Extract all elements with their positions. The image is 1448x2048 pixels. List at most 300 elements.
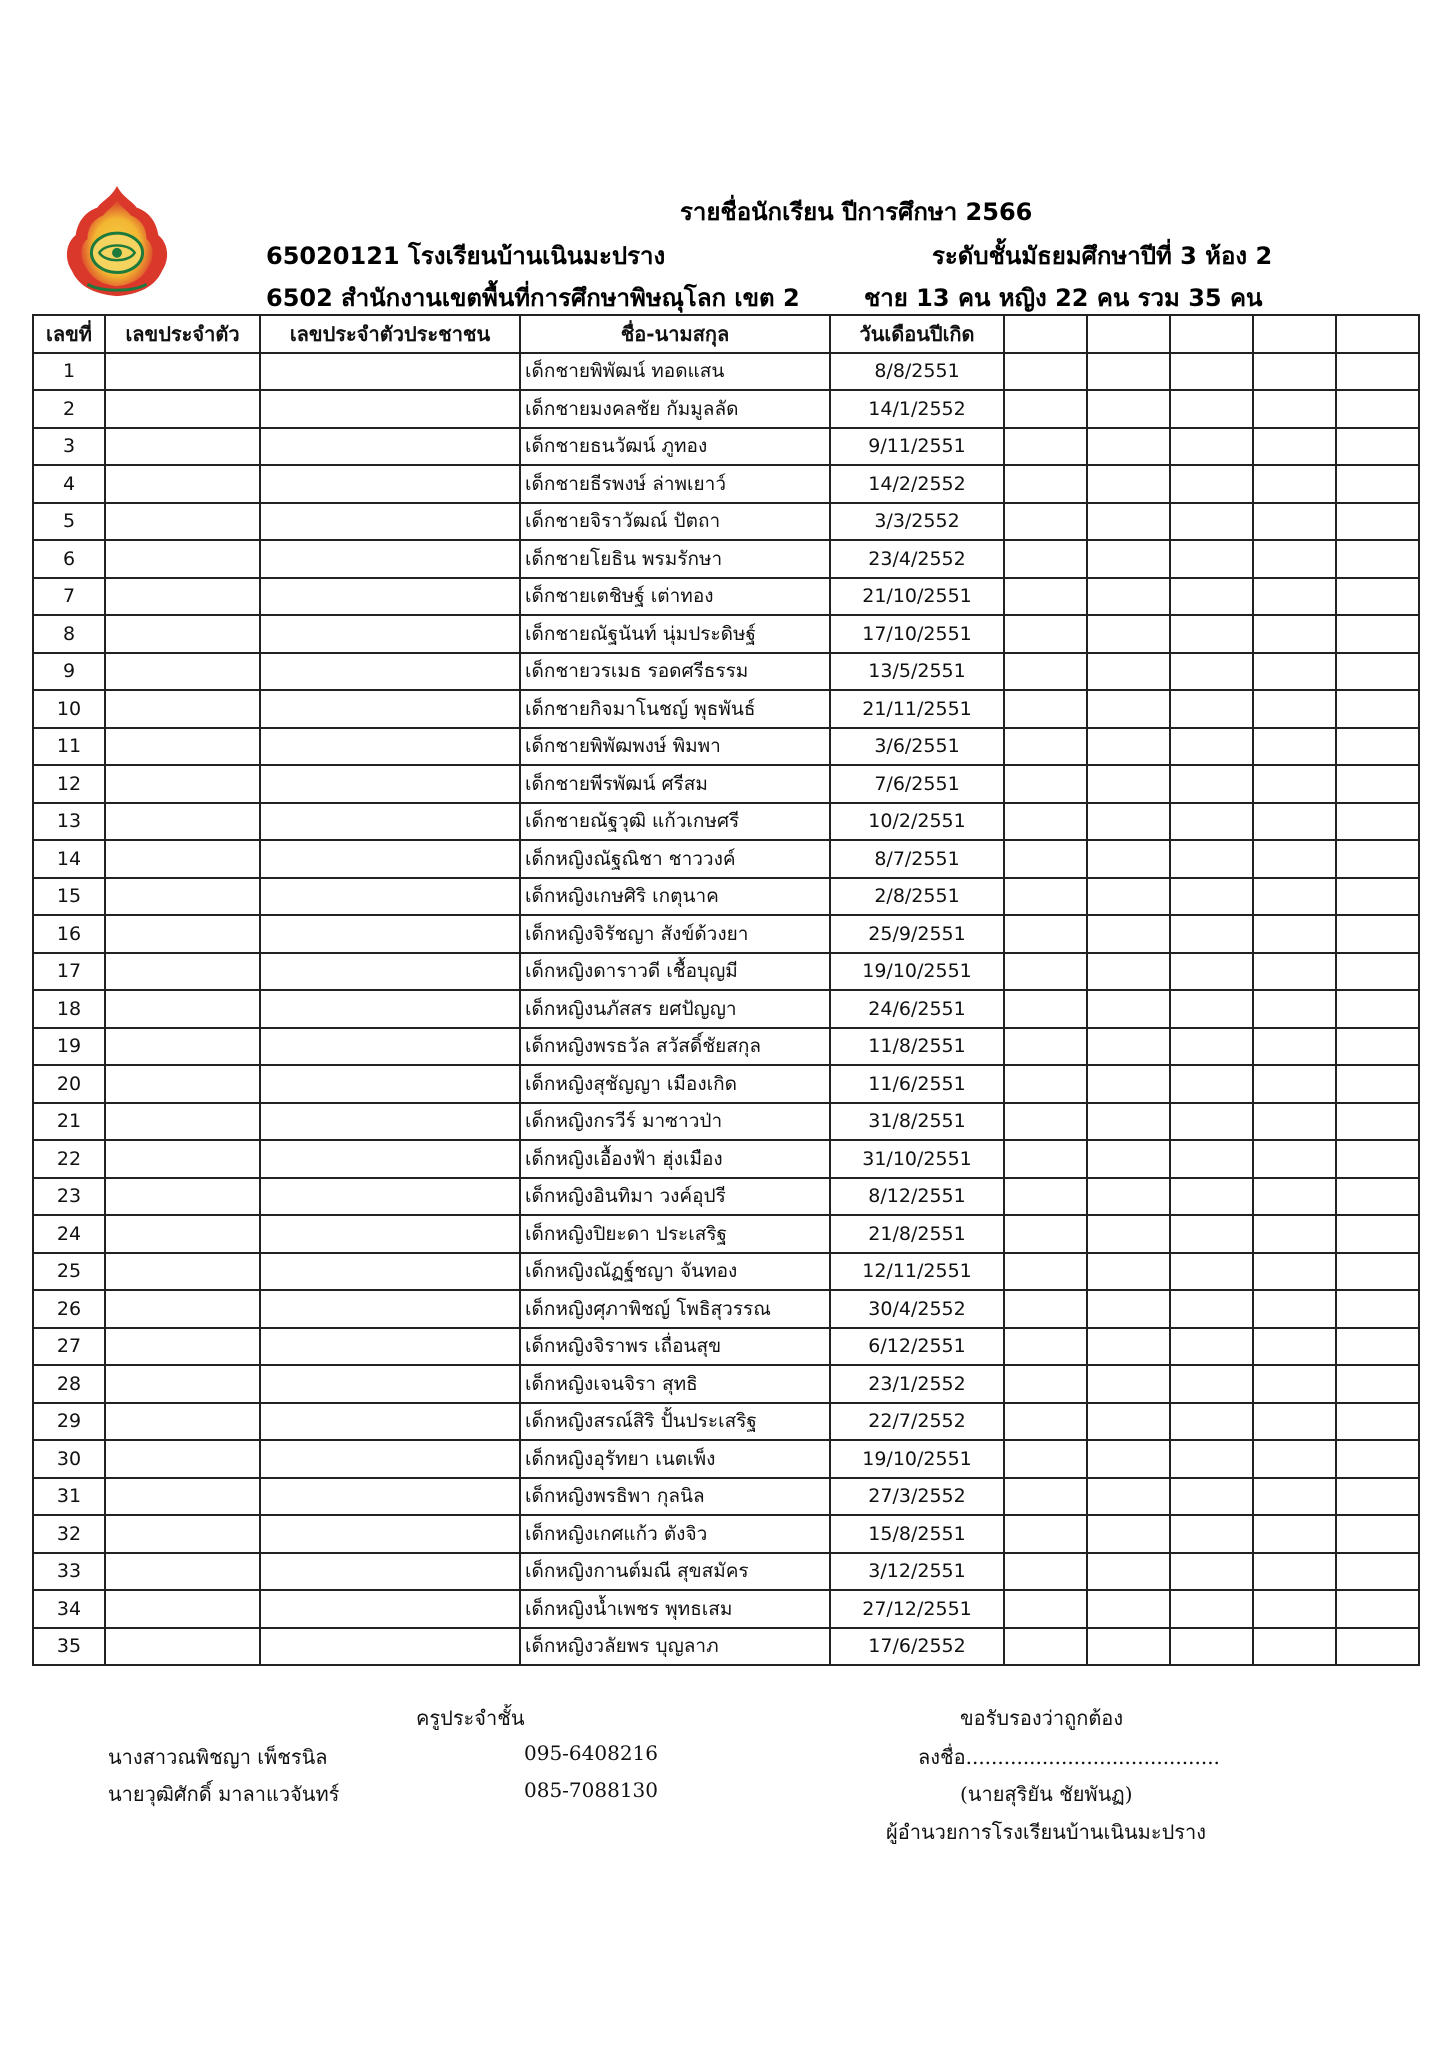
- blank-cell: [1253, 390, 1336, 428]
- blank-cell: [1087, 1365, 1170, 1403]
- blank-cell: [1253, 728, 1336, 766]
- blank-cell: [1004, 1103, 1087, 1141]
- citizen-id-cell: [260, 1028, 520, 1066]
- blank-cell: [1170, 1365, 1253, 1403]
- student-id-cell: [105, 1440, 260, 1478]
- blank-cell: [1087, 1290, 1170, 1328]
- table-row: [33, 690, 1419, 728]
- blank-cell: [1336, 1140, 1419, 1178]
- student-id-cell: [105, 578, 260, 616]
- blank-cell: [1087, 503, 1170, 541]
- birth-date: 31/10/2551: [830, 1140, 1004, 1178]
- blank-cell: [1087, 840, 1170, 878]
- table-row: [33, 1440, 1419, 1478]
- blank-cell: [1087, 1178, 1170, 1216]
- blank-cell: [1170, 1590, 1253, 1628]
- student-id-cell: [105, 540, 260, 578]
- blank-cell: [1004, 803, 1087, 841]
- blank-cell: [1253, 915, 1336, 953]
- column-header-blank: [1087, 315, 1170, 353]
- birth-date: 23/4/2552: [830, 540, 1004, 578]
- birth-date: 2/8/2551: [830, 878, 1004, 916]
- blank-cell: [1087, 390, 1170, 428]
- table-row: [33, 840, 1419, 878]
- row-number: 14: [33, 840, 105, 878]
- blank-cell: [1336, 953, 1419, 991]
- student-name: เด็กชายกิจมาโนชญ์ พุธพันธ์: [520, 690, 830, 728]
- blank-cell: [1170, 1628, 1253, 1666]
- blank-cell: [1253, 1140, 1336, 1178]
- student-name: เด็กหญิงกรวีร์ มาซาวป่า: [520, 1103, 830, 1141]
- blank-cell: [1170, 915, 1253, 953]
- citizen-id-cell: [260, 1103, 520, 1141]
- student-id-cell: [105, 803, 260, 841]
- blank-cell: [1004, 1178, 1087, 1216]
- blank-cell: [1170, 1140, 1253, 1178]
- row-number: 28: [33, 1365, 105, 1403]
- citizen-id-cell: [260, 1290, 520, 1328]
- blank-cell: [1087, 353, 1170, 391]
- blank-cell: [1004, 465, 1087, 503]
- blank-cell: [1336, 615, 1419, 653]
- birth-date: 22/7/2552: [830, 1403, 1004, 1441]
- education-office: 6502 สำนักงานเขตพื้นที่การศึกษาพิษณุโลก เขต 2: [266, 284, 800, 312]
- student-name: เด็กชายวรเมธ รอดศรีธรรม: [520, 653, 830, 691]
- blank-cell: [1253, 428, 1336, 466]
- blank-cell: [1253, 465, 1336, 503]
- row-number: 24: [33, 1215, 105, 1253]
- student-counts: ชาย 13 คน หญิง 22 คน รวม 35 คน: [864, 284, 1263, 312]
- student-name: เด็กหญิงสุชัญญา เมืองเกิด: [520, 1065, 830, 1103]
- blank-cell: [1253, 1515, 1336, 1553]
- blank-cell: [1004, 1215, 1087, 1253]
- birth-date: 7/6/2551: [830, 765, 1004, 803]
- row-number: 20: [33, 1065, 105, 1103]
- citizen-id-cell: [260, 428, 520, 466]
- birth-date: 21/10/2551: [830, 578, 1004, 616]
- student-name: เด็กหญิงน้ำเพชร พุทธเสม: [520, 1590, 830, 1628]
- citizen-id-cell: [260, 1440, 520, 1478]
- principal-name: (นายสุริยัน ชัยพันฏ): [960, 1782, 1133, 1806]
- blank-cell: [1087, 990, 1170, 1028]
- citizen-id-cell: [260, 1178, 520, 1216]
- student-name: เด็กชายจิราวัฒณ์ ปัตถา: [520, 503, 830, 541]
- blank-cell: [1170, 1178, 1253, 1216]
- blank-cell: [1087, 465, 1170, 503]
- blank-cell: [1170, 653, 1253, 691]
- blank-cell: [1004, 353, 1087, 391]
- blank-cell: [1170, 690, 1253, 728]
- row-number: 10: [33, 690, 105, 728]
- blank-cell: [1336, 1103, 1419, 1141]
- row-number: 19: [33, 1028, 105, 1066]
- blank-cell: [1087, 1140, 1170, 1178]
- blank-cell: [1087, 765, 1170, 803]
- birth-date: 21/8/2551: [830, 1215, 1004, 1253]
- blank-cell: [1087, 803, 1170, 841]
- blank-cell: [1336, 578, 1419, 616]
- blank-cell: [1253, 653, 1336, 691]
- blank-cell: [1336, 765, 1419, 803]
- table-row: [33, 465, 1419, 503]
- student-name: เด็กหญิงศุภาพิชญ์ โพธิสุวรรณ: [520, 1290, 830, 1328]
- birth-date: 8/7/2551: [830, 840, 1004, 878]
- blank-cell: [1336, 1328, 1419, 1366]
- student-name: เด็กหญิงเกศแก้ว ตังจิว: [520, 1515, 830, 1553]
- student-name: เด็กหญิงอุรัทยา เนตเพ็ง: [520, 1440, 830, 1478]
- certification-heading: ขอรับรองว่าถูกต้อง: [960, 1706, 1124, 1730]
- citizen-id-cell: [260, 765, 520, 803]
- table-row: [33, 653, 1419, 691]
- birth-date: 3/12/2551: [830, 1553, 1004, 1591]
- table-row: [33, 615, 1419, 653]
- student-id-cell: [105, 615, 260, 653]
- table-row: [33, 1215, 1419, 1253]
- blank-cell: [1253, 765, 1336, 803]
- row-number: 13: [33, 803, 105, 841]
- citizen-id-cell: [260, 953, 520, 991]
- citizen-id-cell: [260, 503, 520, 541]
- student-id-cell: [105, 428, 260, 466]
- row-number: 4: [33, 465, 105, 503]
- birth-date: 25/9/2551: [830, 915, 1004, 953]
- student-id-cell: [105, 1328, 260, 1366]
- blank-cell: [1253, 1328, 1336, 1366]
- blank-cell: [1253, 803, 1336, 841]
- blank-cell: [1170, 1065, 1253, 1103]
- birth-date: 14/2/2552: [830, 465, 1004, 503]
- table-row: [33, 878, 1419, 916]
- citizen-id-cell: [260, 465, 520, 503]
- citizen-id-cell: [260, 1590, 520, 1628]
- student-name: เด็กหญิงเกษศิริ เกตุนาค: [520, 878, 830, 916]
- citizen-id-cell: [260, 1215, 520, 1253]
- blank-cell: [1336, 1065, 1419, 1103]
- blank-cell: [1336, 878, 1419, 916]
- blank-cell: [1253, 953, 1336, 991]
- blank-cell: [1170, 728, 1253, 766]
- blank-cell: [1170, 1290, 1253, 1328]
- birth-date: 11/8/2551: [830, 1028, 1004, 1066]
- blank-cell: [1087, 1553, 1170, 1591]
- blank-cell: [1087, 1440, 1170, 1478]
- table-row: [33, 390, 1419, 428]
- student-id-cell: [105, 1553, 260, 1591]
- blank-cell: [1336, 1178, 1419, 1216]
- student-id-cell: [105, 990, 260, 1028]
- blank-cell: [1170, 803, 1253, 841]
- student-name: เด็กหญิงนภัสสร ยศปัญญา: [520, 990, 830, 1028]
- student-id-cell: [105, 690, 260, 728]
- blank-cell: [1087, 1590, 1170, 1628]
- student-id-cell: [105, 1515, 260, 1553]
- blank-cell: [1253, 540, 1336, 578]
- blank-cell: [1087, 953, 1170, 991]
- student-name: เด็กชายเตชิษฐ์ เต่าทอง: [520, 578, 830, 616]
- blank-cell: [1087, 1103, 1170, 1141]
- student-id-cell: [105, 1290, 260, 1328]
- student-name: เด็กหญิงจิราพร เถื่อนสุข: [520, 1328, 830, 1366]
- row-number: 8: [33, 615, 105, 653]
- row-number: 1: [33, 353, 105, 391]
- citizen-id-cell: [260, 1328, 520, 1366]
- student-id-cell: [105, 503, 260, 541]
- student-id-cell: [105, 1065, 260, 1103]
- citizen-id-cell: [260, 1140, 520, 1178]
- citizen-id-cell: [260, 1628, 520, 1666]
- blank-cell: [1004, 1328, 1087, 1366]
- row-number: 26: [33, 1290, 105, 1328]
- birth-date: 23/1/2552: [830, 1365, 1004, 1403]
- blank-cell: [1170, 390, 1253, 428]
- homeroom-teacher-1: นางสาวณพิชญา เพ็ชรนิล: [108, 1745, 328, 1769]
- blank-cell: [1087, 728, 1170, 766]
- column-header-full-name: ชื่อ-นามสกุล: [520, 315, 830, 353]
- obec-emblem-icon: [58, 182, 176, 300]
- blank-cell: [1336, 540, 1419, 578]
- birth-date: 27/3/2552: [830, 1478, 1004, 1516]
- blank-cell: [1004, 1140, 1087, 1178]
- blank-cell: [1170, 1253, 1253, 1291]
- blank-cell: [1170, 1478, 1253, 1516]
- blank-cell: [1004, 990, 1087, 1028]
- birth-date: 11/6/2551: [830, 1065, 1004, 1103]
- table-row: [33, 1403, 1419, 1441]
- row-number: 5: [33, 503, 105, 541]
- table-row: [33, 1140, 1419, 1178]
- blank-cell: [1004, 765, 1087, 803]
- blank-cell: [1253, 1290, 1336, 1328]
- blank-cell: [1336, 1290, 1419, 1328]
- blank-cell: [1336, 728, 1419, 766]
- student-name: เด็กหญิงกานต์มณี สุขสมัคร: [520, 1553, 830, 1591]
- blank-cell: [1004, 1628, 1087, 1666]
- table-row: [33, 1628, 1419, 1666]
- citizen-id-cell: [260, 1515, 520, 1553]
- birth-date: 6/12/2551: [830, 1328, 1004, 1366]
- student-id-cell: [105, 1478, 260, 1516]
- blank-cell: [1004, 1478, 1087, 1516]
- blank-cell: [1336, 1590, 1419, 1628]
- blank-cell: [1004, 1253, 1087, 1291]
- row-number: 7: [33, 578, 105, 616]
- blank-cell: [1336, 1215, 1419, 1253]
- table-row: [33, 1065, 1419, 1103]
- blank-cell: [1253, 1065, 1336, 1103]
- blank-cell: [1087, 1065, 1170, 1103]
- blank-cell: [1004, 840, 1087, 878]
- teacher-2-phone: 085-7088130: [524, 1778, 659, 1802]
- birth-date: 21/11/2551: [830, 690, 1004, 728]
- student-id-cell: [105, 1628, 260, 1666]
- birth-date: 10/2/2551: [830, 803, 1004, 841]
- blank-cell: [1336, 503, 1419, 541]
- blank-cell: [1004, 1290, 1087, 1328]
- citizen-id-cell: [260, 1478, 520, 1516]
- student-id-cell: [105, 465, 260, 503]
- birth-date: 19/10/2551: [830, 953, 1004, 991]
- blank-cell: [1336, 1365, 1419, 1403]
- student-name: เด็กหญิงณัฐณิชา ชาววงค์: [520, 840, 830, 878]
- blank-cell: [1170, 878, 1253, 916]
- blank-cell: [1087, 1028, 1170, 1066]
- table-row: [33, 1028, 1419, 1066]
- student-id-cell: [105, 1140, 260, 1178]
- blank-cell: [1087, 915, 1170, 953]
- student-id-cell: [105, 915, 260, 953]
- blank-cell: [1336, 1628, 1419, 1666]
- homeroom-teacher-heading: ครูประจำชั้น: [416, 1706, 525, 1730]
- blank-cell: [1004, 1590, 1087, 1628]
- blank-cell: [1087, 878, 1170, 916]
- blank-cell: [1170, 1440, 1253, 1478]
- citizen-id-cell: [260, 390, 520, 428]
- blank-cell: [1253, 1403, 1336, 1441]
- blank-cell: [1253, 1178, 1336, 1216]
- blank-cell: [1253, 1628, 1336, 1666]
- table-row: [33, 1365, 1419, 1403]
- blank-cell: [1170, 1515, 1253, 1553]
- student-name: เด็กชายณัฐวุฒิ แก้วเกษศรี: [520, 803, 830, 841]
- student-name: เด็กชายมงคลชัย กัมมูลลัด: [520, 390, 830, 428]
- class-level: ระดับชั้นมัธยมศึกษาปีที่ 3 ห้อง 2: [932, 242, 1273, 270]
- blank-cell: [1170, 353, 1253, 391]
- blank-cell: [1004, 953, 1087, 991]
- citizen-id-cell: [260, 728, 520, 766]
- table-row: [33, 353, 1419, 391]
- table-row: [33, 765, 1419, 803]
- birth-date: 31/8/2551: [830, 1103, 1004, 1141]
- row-number: 21: [33, 1103, 105, 1141]
- blank-cell: [1087, 1478, 1170, 1516]
- birth-date: 3/3/2552: [830, 503, 1004, 541]
- blank-cell: [1253, 1103, 1336, 1141]
- student-name: เด็กหญิงเอื้องฟ้า ฮุ่งเมือง: [520, 1140, 830, 1178]
- row-number: 32: [33, 1515, 105, 1553]
- blank-cell: [1336, 1553, 1419, 1591]
- blank-cell: [1253, 1253, 1336, 1291]
- citizen-id-cell: [260, 878, 520, 916]
- table-row: [33, 1328, 1419, 1366]
- student-id-cell: [105, 1178, 260, 1216]
- citizen-id-cell: [260, 578, 520, 616]
- blank-cell: [1336, 1253, 1419, 1291]
- blank-cell: [1087, 1515, 1170, 1553]
- blank-cell: [1087, 690, 1170, 728]
- birth-date: 17/6/2552: [830, 1628, 1004, 1666]
- student-name: เด็กหญิงวลัยพร บุญลาภ: [520, 1628, 830, 1666]
- row-number: 25: [33, 1253, 105, 1291]
- homeroom-teacher-2: นายวุฒิศักดิ์ มาลาแวจันทร์: [108, 1782, 340, 1806]
- student-id-cell: [105, 353, 260, 391]
- blank-cell: [1004, 1403, 1087, 1441]
- birth-date: 3/6/2551: [830, 728, 1004, 766]
- citizen-id-cell: [260, 1553, 520, 1591]
- row-number: 2: [33, 390, 105, 428]
- blank-cell: [1170, 540, 1253, 578]
- table-row: [33, 1515, 1419, 1553]
- blank-cell: [1087, 653, 1170, 691]
- table-row: [33, 503, 1419, 541]
- blank-cell: [1004, 878, 1087, 916]
- column-header-student-id: เลขประจำตัว: [105, 315, 260, 353]
- birth-date: 8/12/2551: [830, 1178, 1004, 1216]
- row-number: 15: [33, 878, 105, 916]
- blank-cell: [1004, 615, 1087, 653]
- student-name: เด็กหญิงดาราวดี เชื้อบุญมี: [520, 953, 830, 991]
- column-header-blank: [1253, 315, 1336, 353]
- blank-cell: [1336, 1515, 1419, 1553]
- student-name: เด็กชายธนวัฒน์ ภูทอง: [520, 428, 830, 466]
- column-header-birth-date: วันเดือนปีเกิด: [830, 315, 1004, 353]
- citizen-id-cell: [260, 353, 520, 391]
- blank-cell: [1004, 915, 1087, 953]
- table-row: [33, 428, 1419, 466]
- blank-cell: [1253, 990, 1336, 1028]
- student-id-cell: [105, 765, 260, 803]
- table-row: [33, 990, 1419, 1028]
- citizen-id-cell: [260, 615, 520, 653]
- student-id-cell: [105, 1215, 260, 1253]
- blank-cell: [1336, 1403, 1419, 1441]
- student-name: เด็กหญิงพรธวัล สวัสดิ์ชัยสกุล: [520, 1028, 830, 1066]
- student-name: เด็กชายพิพัฒน์ ทอดแสน: [520, 353, 830, 391]
- blank-cell: [1170, 1403, 1253, 1441]
- birth-date: 12/11/2551: [830, 1253, 1004, 1291]
- table-row: [33, 915, 1419, 953]
- citizen-id-cell: [260, 803, 520, 841]
- table-row: [33, 1290, 1419, 1328]
- student-id-cell: [105, 1365, 260, 1403]
- birth-date: 15/8/2551: [830, 1515, 1004, 1553]
- birth-date: 13/5/2551: [830, 653, 1004, 691]
- blank-cell: [1253, 1478, 1336, 1516]
- blank-cell: [1087, 1628, 1170, 1666]
- row-number: 18: [33, 990, 105, 1028]
- row-number: 31: [33, 1478, 105, 1516]
- blank-cell: [1253, 840, 1336, 878]
- blank-cell: [1087, 428, 1170, 466]
- blank-cell: [1004, 1028, 1087, 1066]
- blank-cell: [1336, 803, 1419, 841]
- table-row: [33, 540, 1419, 578]
- row-number: 23: [33, 1178, 105, 1216]
- blank-cell: [1336, 840, 1419, 878]
- blank-cell: [1004, 728, 1087, 766]
- student-id-cell: [105, 390, 260, 428]
- student-name: เด็กหญิงสรณ์สิริ ปั้นประเสริฐ: [520, 1403, 830, 1441]
- blank-cell: [1336, 690, 1419, 728]
- birth-date: 27/12/2551: [830, 1590, 1004, 1628]
- blank-cell: [1170, 840, 1253, 878]
- citizen-id-cell: [260, 840, 520, 878]
- student-id-cell: [105, 1253, 260, 1291]
- table-body: [33, 353, 1419, 1666]
- blank-cell: [1336, 653, 1419, 691]
- student-id-cell: [105, 878, 260, 916]
- blank-cell: [1004, 578, 1087, 616]
- blank-cell: [1170, 953, 1253, 991]
- blank-cell: [1336, 390, 1419, 428]
- citizen-id-cell: [260, 690, 520, 728]
- row-number: 16: [33, 915, 105, 953]
- blank-cell: [1253, 1590, 1336, 1628]
- blank-cell: [1087, 1403, 1170, 1441]
- blank-cell: [1253, 1365, 1336, 1403]
- table-row: [33, 1253, 1419, 1291]
- table-row: [33, 953, 1419, 991]
- birth-date: 17/10/2551: [830, 615, 1004, 653]
